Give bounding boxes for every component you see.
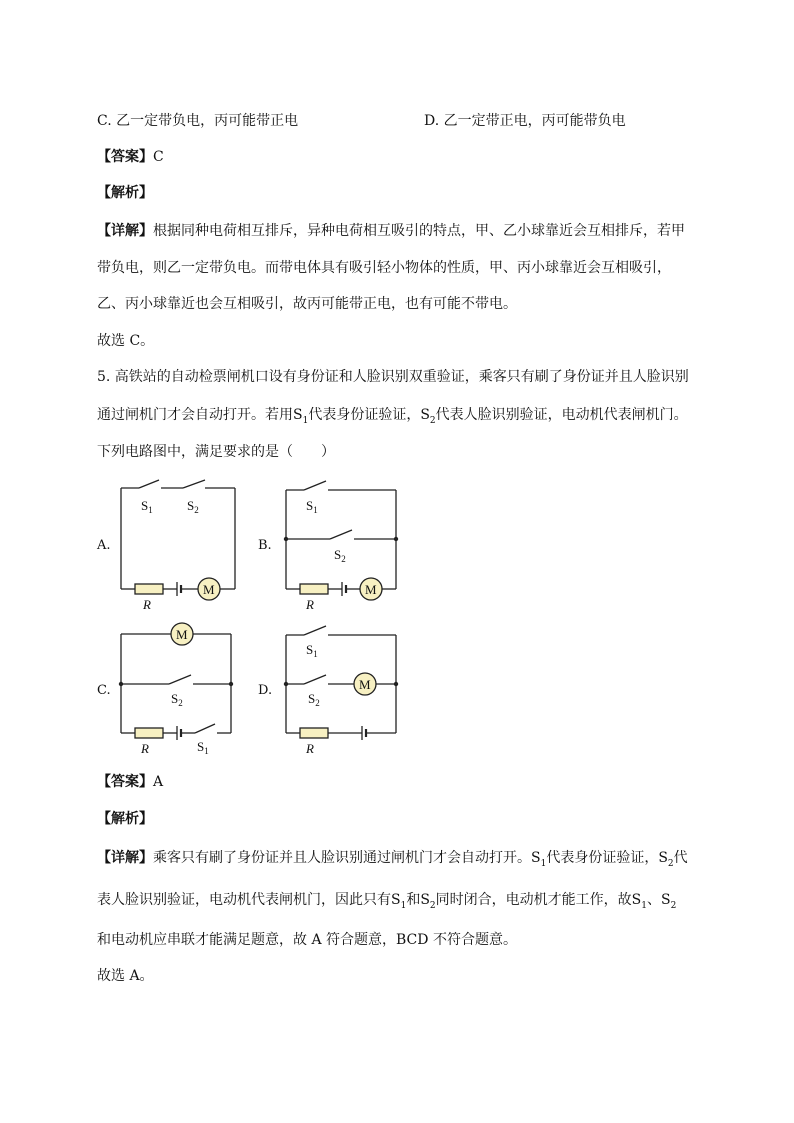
analysis-tag: 【解析】 [97, 185, 153, 201]
s2-symbol: $S_2$ [420, 892, 436, 911]
detail-text-1: 根据同种电荷相互排斥，异种电荷相互吸引的特点，甲、乙小球靠近会互相排斥，若甲 [153, 223, 685, 239]
q5-line-2-part-c: 代表人脸识别验证，电动机代表闸机门。 [435, 407, 688, 423]
detail5-line-2 [97, 890, 676, 916]
option-c-text: C. 乙一定带负电，丙可能带正电 [97, 113, 299, 129]
s2-symbol: $S_2$ [658, 850, 674, 869]
q5-line-1: 5. 高铁站的自动检票闸机口设有身份证和人脸识别双重验证，乘客只有刷了身份证并且人脸识别 [97, 369, 689, 385]
detail5-2b: 和 [406, 892, 421, 908]
resistor [135, 728, 163, 738]
option-c-label: C. [97, 683, 111, 698]
svg-text:S2: $S_2$ [171, 691, 183, 708]
option-a-label: A. [97, 538, 111, 553]
svg-text:M: M [359, 677, 371, 692]
svg-text:R: R [306, 597, 314, 612]
detail5-1a: 乘客只有刷了身份证并且人脸识别通过闸机门才会自动打开。 [153, 850, 531, 866]
analysis5-tag: 【解析】 [97, 811, 153, 827]
option-b-label: B. [258, 538, 272, 553]
svg-text:S1: $S_1$ [306, 642, 318, 659]
svg-text:M: M [365, 582, 377, 597]
detail-line-1 [97, 221, 685, 241]
detail-line-2: 带负电，则乙一定带负电。而带电体具有吸引轻小物体的性质，甲、丙小球靠近会互相吸引， [97, 260, 671, 276]
svg-text:S1: $S_1$ [306, 498, 318, 515]
switch-s1-blade [195, 724, 215, 733]
circuit-b [280, 478, 405, 618]
svg-text:M: M [176, 627, 188, 642]
switch-s1-blade [139, 480, 159, 488]
s2-symbol: $S_2$ [660, 892, 677, 911]
switch-s2-blade [183, 480, 205, 488]
detail5-line-1 [97, 848, 688, 874]
switch-s1-blade [304, 626, 326, 635]
s1-symbol: $S_1$ [531, 850, 547, 869]
detail5-1c: 代 [673, 850, 688, 866]
label-s2: $S_2$ [187, 498, 199, 515]
q5-line-2-part-b: 代表身份证验证， [308, 407, 421, 423]
conclusion5-line: 故选 A。 [97, 968, 154, 984]
option-d-label: D. [258, 683, 273, 698]
circuit-c [115, 622, 245, 762]
answer5-value: A [153, 774, 164, 790]
conclusion-line: 故选 C。 [97, 333, 155, 349]
resistor [300, 728, 328, 738]
detail5-2c: 同时闭合，电动机才能工作，故 [435, 892, 632, 908]
s2-symbol: $S_2$ [420, 407, 436, 426]
detail-line-3: 乙、丙小球靠近也会互相吸引，故丙可能带正电，也有可能不带电。 [97, 296, 517, 312]
detail5-2d: 、 [646, 892, 661, 908]
answer5-line [97, 772, 163, 792]
svg-text:S2: $S_2$ [308, 691, 320, 708]
answer-line [97, 147, 164, 167]
svg-text:R: R [306, 741, 314, 756]
detail5-line-3: 和电动机应串联才能满足题意，故 A 符合题意，BCD 不符合题意。 [97, 932, 517, 948]
detail-tag: 【详解】 [97, 223, 153, 239]
svg-text:S1: $S_1$ [197, 739, 209, 756]
q5-line-2 [97, 405, 688, 431]
label-s1: $S_1$ [141, 498, 153, 515]
answer-tag: 【答案】 [97, 149, 153, 165]
answer5-tag: 【答案】 [97, 774, 153, 790]
svg-text:R: R [141, 741, 149, 756]
switch-s1-blade [304, 481, 326, 490]
q5-line-3: 下列电路图中，满足要求的是（ ） [97, 444, 335, 460]
circuit-a [115, 478, 245, 612]
circuit-d [280, 622, 405, 762]
detail5-2a: 表人脸识别验证，电动机代表闸机门，因此只有 [97, 892, 391, 908]
detail5-1b: 代表身份证验证， [546, 850, 659, 866]
answer-value: C [153, 149, 164, 165]
s1-symbol: $S_1$ [391, 892, 407, 911]
detail5-tag: 【详解】 [97, 850, 153, 866]
resistor [300, 584, 328, 594]
s1-symbol: $S_1$ [293, 407, 309, 426]
q5-line-2-part-a: 通过闸机门才会自动打开。若用 [97, 407, 293, 423]
svg-text:S2: $S_2$ [334, 547, 346, 564]
option-d-text: D. 乙一定带正电，丙可能带负电 [424, 113, 626, 129]
switch-s2-blade [169, 675, 191, 684]
label-m: M [203, 582, 215, 597]
s1-symbol: $S_1$ [631, 892, 647, 911]
switch-s2-blade [330, 530, 352, 539]
resistor [135, 584, 163, 594]
label-r: R [143, 597, 151, 612]
switch-s2-blade [304, 675, 326, 684]
